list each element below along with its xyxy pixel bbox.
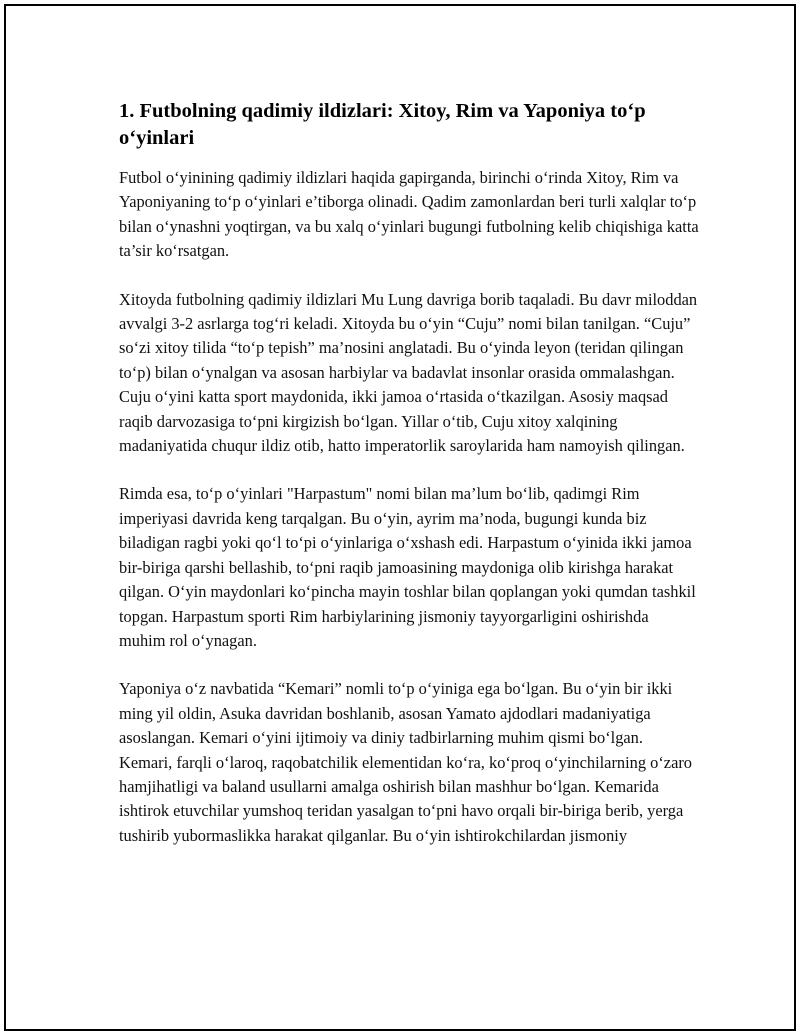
- paragraph-japan-kemari: Yaponiya o‘z navbatida “Kemari” nomli to‘p o‘yiniga ega bo‘lgan. Bu o‘yin bir ikki ming yil oldin, Asuka davridan boshlanib, asosan Yamato ajdodlari madaniyatiga asoslangan. Kemari o‘yini ijtimoiy va diniy tadbirlarning muhim qismi bo‘lgan. Kemari, farqli o‘laroq, raqobatchilik elementidan ko‘ra, ko‘proq o‘yinchilarning o‘zaro hamjihatligi va baland usullarni amalga oshirish bilan mashhur bo‘lgan. Kemarida ishtirok etuvchilar yumshoq teridan yasalgan to‘pni havo orqali bir-biriga berib, yerga tushirib yubormaslikka harakat qilganlar. Bu o‘yin ishtirokchilardan jismoniy: [119, 679, 692, 845]
- document-body: [119, 98, 699, 872]
- paragraph-china-cuju: Xitoyda futbolning qadimiy ildizlari Mu Lung davriga borib taqaladi. Bu davr miloddan avvalgi 3-2 asrlarga tog‘ri keladi. Xitoyda bu o‘yin “Cuju” nomi bilan tanilgan. “Cuju” so‘zi xitoy tilida “to‘p tepish” ma’nosini anglatadi. Bu o‘yinda leyon (teridan qilingan to‘p) bilan o‘ynalgan va asosan harbiylar va badavlat insonlar orasida ommalashgan. Cuju o‘yini katta sport maydonida, ikki jamoa o‘rtasida o‘tkazilgan. Asosiy maqsad raqib darvozasiga to‘pni kirgizish bo‘lgan. Yillar o‘tib, Cuju xitoy xalqining madaniyatida chuqur ildiz otib, hatto imperatorlik saroylarida ham namoyish qilingan.: [119, 289, 698, 456]
- page-frame: [4, 4, 796, 1031]
- section-heading: 1. Futbolning qadimiy ildizlari: Xitoy, Rim va Yaponiya to‘p o‘yinlari: [119, 100, 646, 149]
- paragraph-intro: Futbol o‘yinining qadimiy ildizlari haqida gapirganda, birinchi o‘rinda Xitoy, Rim va Yaponiyaning to‘p o‘yinlari e’tiborga olinadi. Qadim zamonlardan beri turli xalqlar to‘p bilan o‘ynashni yoqtirgan, va bu xalq o‘yinlari bugungi futbolning kelib chiqishiga katta ta’sir ko‘rsatgan.: [119, 168, 699, 261]
- paragraph-rome-harpastum: Rimda esa, to‘p o‘yinlari "Harpastum" nomi bilan ma’lum bo‘lib, qadimgi Rim imperiyasi davrida keng tarqalgan. Bu o‘yin, ayrim ma’noda, bugungi kunda biz biladigan ragbi yoki qo‘l to‘pi o‘yinlariga o‘xshash edi. Harpastum o‘yinida ikki jamoa bir-biriga qarshi bellashib, to‘pni raqib jamoasining maydoniga olib kirishga harakat qilgan. O‘yin maydonlari ko‘pincha mayin toshlar bilan qoplangan yoki qumdan tashkil topgan. Harpastum sporti Rim harbiylarining jismoniy tayyorgarligini oshirishda muhim rol o‘ynagan.: [119, 484, 696, 650]
